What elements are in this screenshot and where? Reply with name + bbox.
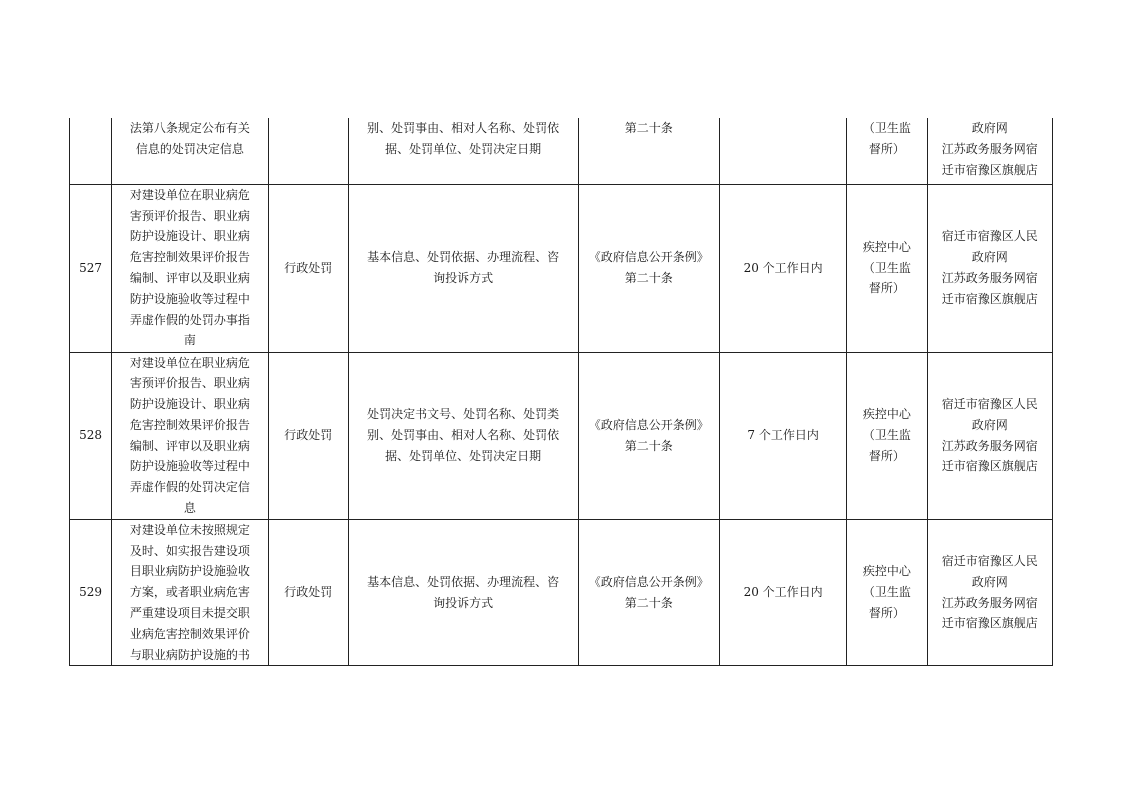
item-name-line: 法第八条规定公布有关 bbox=[129, 121, 250, 135]
item-name-line: 南 bbox=[183, 333, 196, 348]
item-name-line: 息 bbox=[183, 501, 196, 516]
disclosure-subject-cell bbox=[847, 118, 927, 184]
row-number: 528 bbox=[79, 428, 103, 443]
row-number: 527 bbox=[79, 260, 103, 275]
item-name-line: 对建设单位未按照规定 bbox=[129, 522, 250, 537]
item-name-line: 害预评价报告、职业病 bbox=[129, 208, 250, 223]
disclosure-channel-line: 政府网 bbox=[971, 250, 1008, 265]
item-name-line: 危害控制效果评价报告 bbox=[129, 250, 250, 265]
row-number: 529 bbox=[79, 585, 103, 600]
item-name-line: 及时、如实报告建设项 bbox=[129, 543, 250, 558]
time-limit: 7 个工作日内 bbox=[747, 428, 819, 443]
table-row bbox=[70, 118, 1053, 184]
item-name-line: 方案，或者职业病危害 bbox=[129, 585, 250, 600]
disclosure-channel-cell bbox=[927, 519, 1052, 666]
disclosure-basis-cell bbox=[578, 352, 719, 519]
disclosure-channel-line: 宿迁市宿豫区人民 bbox=[941, 397, 1038, 412]
item-name-line: 对建设单位在职业病危 bbox=[129, 187, 250, 202]
disclosure-content-line: 询投诉方式 bbox=[433, 271, 494, 285]
disclosure-basis-line: 第二十条 bbox=[624, 121, 673, 135]
disclosure-content-cell bbox=[348, 519, 578, 666]
disclosure-channel-line: 江苏政务服务网宿 bbox=[941, 141, 1038, 156]
disclosure-content-line: 据、处罚单位、处罚决定日期 bbox=[385, 449, 542, 464]
time-limit: 20 个工作日内 bbox=[743, 260, 823, 275]
disclosure-channel-cell bbox=[927, 352, 1052, 519]
table-row bbox=[70, 519, 1053, 666]
time-limit-cell bbox=[719, 184, 846, 352]
disclosure-subject-line: （卫生监 bbox=[862, 428, 911, 443]
disclosure-channel-line: 政府网 bbox=[971, 121, 1008, 135]
disclosure-content-line: 据、处罚单位、处罚决定日期 bbox=[385, 141, 542, 156]
disclosure-basis-line: 第二十条 bbox=[624, 438, 673, 453]
item-name-line: 防护设施验收等过程中 bbox=[129, 291, 250, 306]
disclosure-subject-line: （卫生监 bbox=[862, 585, 911, 600]
disclosure-channel-cell bbox=[927, 118, 1052, 184]
disclosure-subject-cell bbox=[847, 519, 927, 666]
disclosure-channel-line: 江苏政务服务网宿 bbox=[941, 438, 1038, 453]
disclosure-subject-cell bbox=[847, 352, 927, 519]
item-name-line: 危害控制效果评价报告 bbox=[129, 417, 250, 432]
disclosure-basis-line: 《政府信息公开条例》 bbox=[588, 574, 709, 589]
disclosure-subject-line: （卫生监 bbox=[862, 121, 911, 135]
disclosure-channel-line: 迁市宿豫区旗舰店 bbox=[941, 616, 1038, 631]
disclosure-content-line: 别、处罚事由、相对人名称、处罚依 bbox=[367, 428, 560, 443]
disclosure-channel-line: 宿迁市宿豫区人民 bbox=[941, 554, 1038, 569]
item-name-line: 编制、评审以及职业病 bbox=[129, 438, 250, 453]
time-limit-cell bbox=[719, 118, 846, 184]
item-name-cell bbox=[112, 519, 268, 666]
disclosure-subject-line: （卫生监 bbox=[862, 260, 911, 275]
item-name-line: 防护设施设计、职业病 bbox=[129, 397, 250, 412]
time-limit: 20 个工作日内 bbox=[743, 585, 823, 600]
item-name-line: 弄虚作假的处罚决定信 bbox=[129, 480, 250, 495]
disclosure-subject-line: 疾控中心 bbox=[862, 407, 911, 422]
disclosure-channel-line: 江苏政务服务网宿 bbox=[941, 271, 1038, 285]
disclosure-content-line: 别、处罚事由、相对人名称、处罚依 bbox=[367, 121, 560, 135]
disclosure-content-line: 询投诉方式 bbox=[433, 595, 494, 610]
disclosure-basis-line: 第二十条 bbox=[624, 271, 673, 285]
row-number-cell bbox=[70, 352, 112, 519]
item-category-cell bbox=[268, 184, 348, 352]
item-name-line: 对建设单位在职业病危 bbox=[129, 355, 250, 370]
item-category: 行政处罚 bbox=[284, 260, 333, 275]
disclosure-basis-cell bbox=[578, 118, 719, 184]
disclosure-channel-line: 宿迁市宿豫区人民 bbox=[941, 229, 1038, 244]
item-category-cell bbox=[268, 352, 348, 519]
disclosure-basis-cell bbox=[578, 184, 719, 352]
disclosure-content-cell bbox=[348, 352, 578, 519]
disclosure-channel-line: 政府网 bbox=[971, 417, 1008, 432]
item-category: 行政处罚 bbox=[284, 428, 333, 443]
item-name-line: 防护设施验收等过程中 bbox=[129, 459, 250, 474]
item-name-line: 编制、评审以及职业病 bbox=[129, 271, 250, 285]
disclosure-subject-line: 疾控中心 bbox=[862, 239, 911, 254]
disclosure-basis-line: 《政府信息公开条例》 bbox=[588, 250, 709, 265]
item-name-cell bbox=[112, 118, 268, 184]
disclosure-content-cell bbox=[348, 118, 578, 184]
disclosure-subject-line: 督所） bbox=[868, 449, 905, 464]
disclosure-content-cell bbox=[348, 184, 578, 352]
item-name-line: 害预评价报告、职业病 bbox=[129, 376, 250, 391]
disclosure-channel-line: 迁市宿豫区旗舰店 bbox=[941, 459, 1038, 474]
item-name-line: 信息的处罚决定信息 bbox=[135, 141, 244, 156]
table-row bbox=[70, 352, 1053, 519]
disclosure-content-line: 处罚决定书文号、处罚名称、处罚类 bbox=[367, 407, 560, 422]
disclosure-subject-cell bbox=[847, 184, 927, 352]
time-limit-cell bbox=[719, 519, 846, 666]
item-category-cell bbox=[268, 519, 348, 666]
disclosure-content-line: 基本信息、处罚依据、办理流程、咨 bbox=[367, 250, 560, 265]
item-name-line: 严重建设项目未提交职 bbox=[129, 606, 250, 621]
disclosure-basis-cell bbox=[578, 519, 719, 666]
disclosure-channel-line: 迁市宿豫区旗舰店 bbox=[941, 291, 1038, 306]
disclosure-channel-line: 江苏政务服务网宿 bbox=[941, 595, 1038, 610]
item-name-cell bbox=[112, 184, 268, 352]
item-name-line: 业病危害控制效果评价 bbox=[129, 626, 250, 641]
disclosure-subject-line: 督所） bbox=[868, 281, 905, 296]
item-category-cell bbox=[268, 118, 348, 184]
table-row bbox=[70, 184, 1053, 352]
disclosure-table bbox=[69, 118, 1053, 666]
disclosure-subject-line: 督所） bbox=[868, 606, 905, 621]
disclosure-content-line: 基本信息、处罚依据、办理流程、咨 bbox=[367, 574, 560, 589]
disclosure-subject-line: 督所） bbox=[868, 141, 905, 156]
disclosure-channel-line: 迁市宿豫区旗舰店 bbox=[941, 162, 1038, 177]
disclosure-channel-line: 政府网 bbox=[971, 574, 1008, 589]
disclosure-basis-line: 《政府信息公开条例》 bbox=[588, 417, 709, 432]
disclosure-basis-line: 第二十条 bbox=[624, 595, 673, 610]
row-number-cell bbox=[70, 519, 112, 666]
item-name-line: 弄虚作假的处罚办事指 bbox=[129, 312, 250, 327]
item-name-line: 与职业病防护设施的书 bbox=[129, 647, 250, 662]
disclosure-subject-line: 疾控中心 bbox=[862, 564, 911, 579]
item-category: 行政处罚 bbox=[284, 585, 333, 600]
item-name-line: 目职业病防护设施验收 bbox=[129, 564, 250, 579]
row-number-cell bbox=[70, 118, 112, 184]
time-limit-cell bbox=[719, 352, 846, 519]
disclosure-channel-cell bbox=[927, 184, 1052, 352]
item-name-cell bbox=[112, 352, 268, 519]
row-number-cell bbox=[70, 184, 112, 352]
item-name-line: 防护设施设计、职业病 bbox=[129, 229, 250, 244]
